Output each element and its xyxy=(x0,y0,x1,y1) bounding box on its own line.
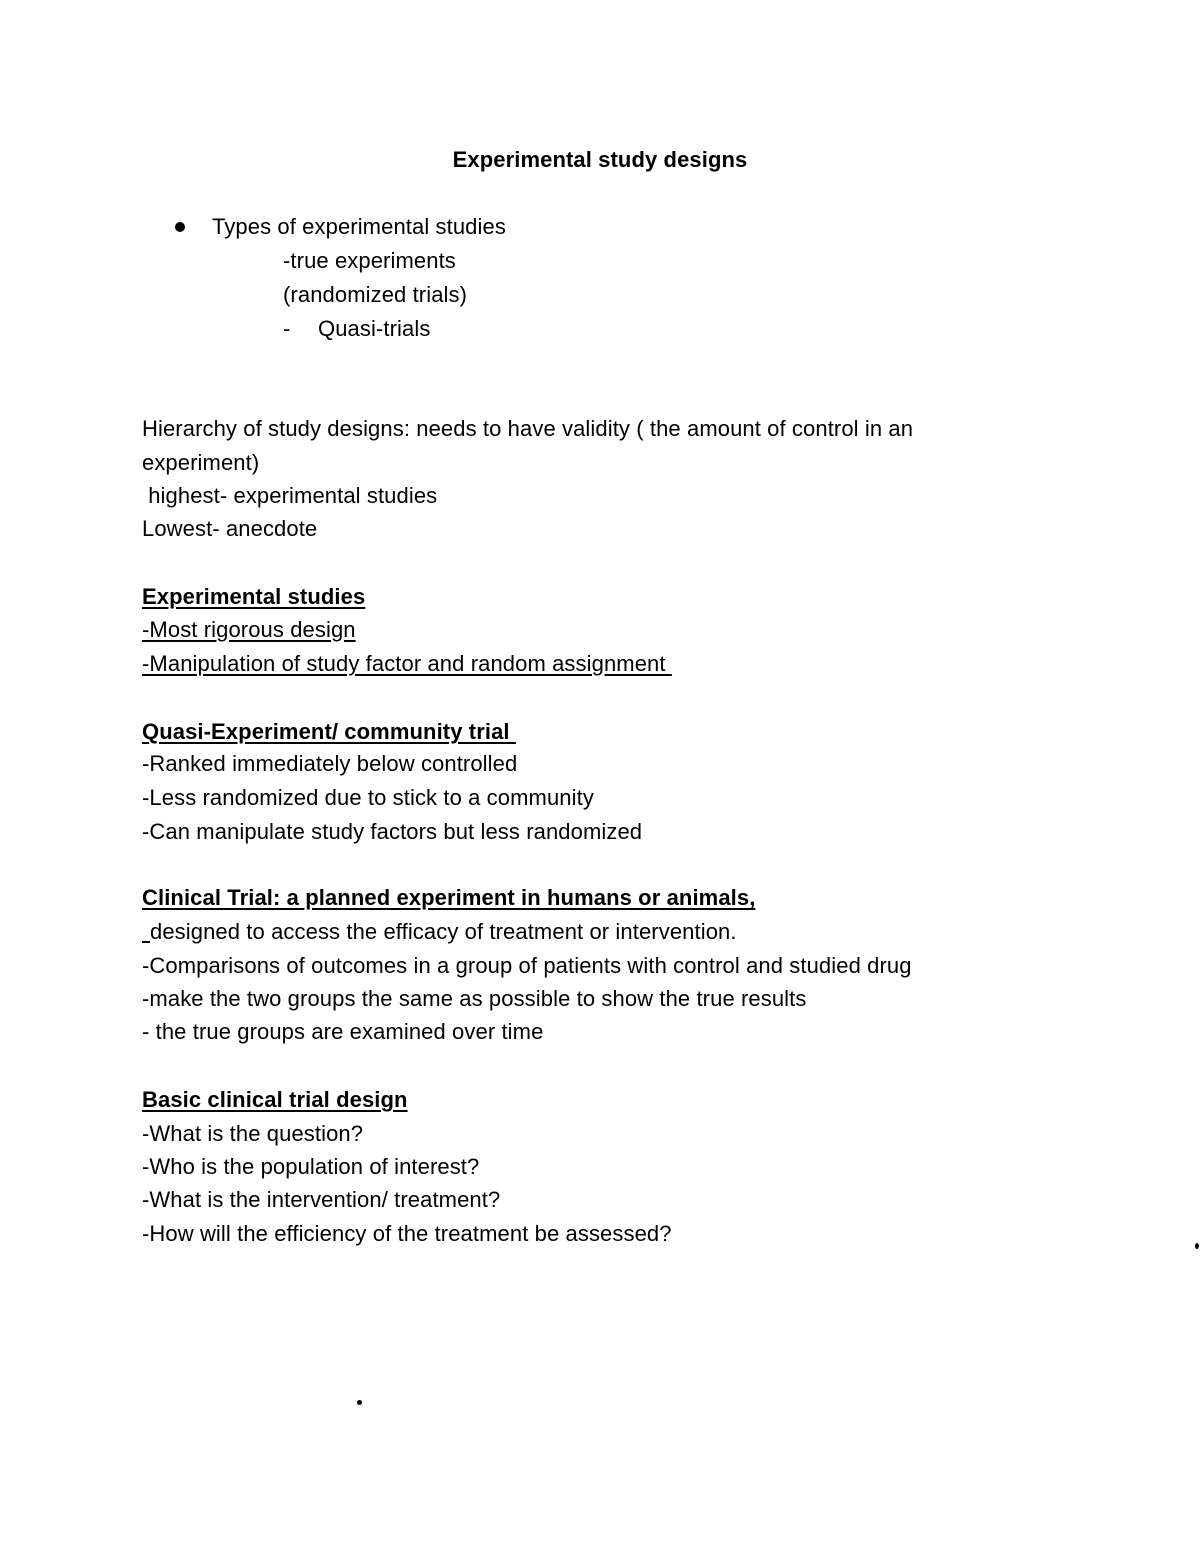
basic-heading: Basic clinical trial design xyxy=(142,1087,408,1112)
page-title: Experimental study designs xyxy=(452,147,748,172)
clinical-item-2: -make the two groups the same as possible to show the true results xyxy=(142,986,807,1011)
hierarchy-line-3: highest- experimental studies xyxy=(142,483,438,508)
clinical-item-3: - the true groups are examined over time xyxy=(142,1019,544,1044)
types-bullet-text: Types of experimental studies xyxy=(212,214,506,239)
types-sub-true-experiments: -true experiments xyxy=(283,248,456,273)
types-sub-quasi-trials: Quasi-trials xyxy=(318,316,431,341)
experimental-item-1: -Most rigorous design xyxy=(142,617,356,642)
hierarchy-line-4: Lowest- anecdote xyxy=(142,516,318,541)
types-sub-randomized-trials: (randomized trials) xyxy=(283,282,468,307)
edge-mark xyxy=(1195,1243,1199,1249)
stray-dot-mark xyxy=(357,1400,362,1405)
clinical-line-1: designed to access the efficacy of treatment or intervention. xyxy=(150,919,737,944)
bullet-icon xyxy=(175,222,185,232)
hierarchy-line-1: Hierarchy of study designs: needs to have validity ( the amount of control in an xyxy=(142,416,914,441)
basic-item-3: -What is the intervention/ treatment? xyxy=(142,1187,501,1212)
underline-fragment xyxy=(142,941,150,943)
clinical-heading: Clinical Trial: a planned experiment in humans or animals, xyxy=(142,885,756,910)
basic-item-2: -Who is the population of interest? xyxy=(142,1154,480,1179)
basic-item-1: -What is the question? xyxy=(142,1121,364,1146)
hierarchy-line-2: experiment) xyxy=(142,450,260,475)
experimental-item-2: -Manipulation of study factor and random assignment xyxy=(142,651,672,676)
quasi-heading: Quasi-Experiment/ community trial xyxy=(142,719,516,744)
quasi-item-2: -Less randomized due to stick to a community xyxy=(142,785,594,810)
basic-item-4: -How will the efficiency of the treatment be assessed? xyxy=(142,1221,672,1246)
quasi-item-3: -Can manipulate study factors but less randomized xyxy=(142,819,643,844)
quasi-item-1: -Ranked immediately below controlled xyxy=(142,751,518,776)
types-sub-dash: - xyxy=(283,316,291,341)
experimental-heading: Experimental studies xyxy=(142,584,366,609)
clinical-item-1: -Comparisons of outcomes in a group of patients with control and studied drug xyxy=(142,953,912,978)
